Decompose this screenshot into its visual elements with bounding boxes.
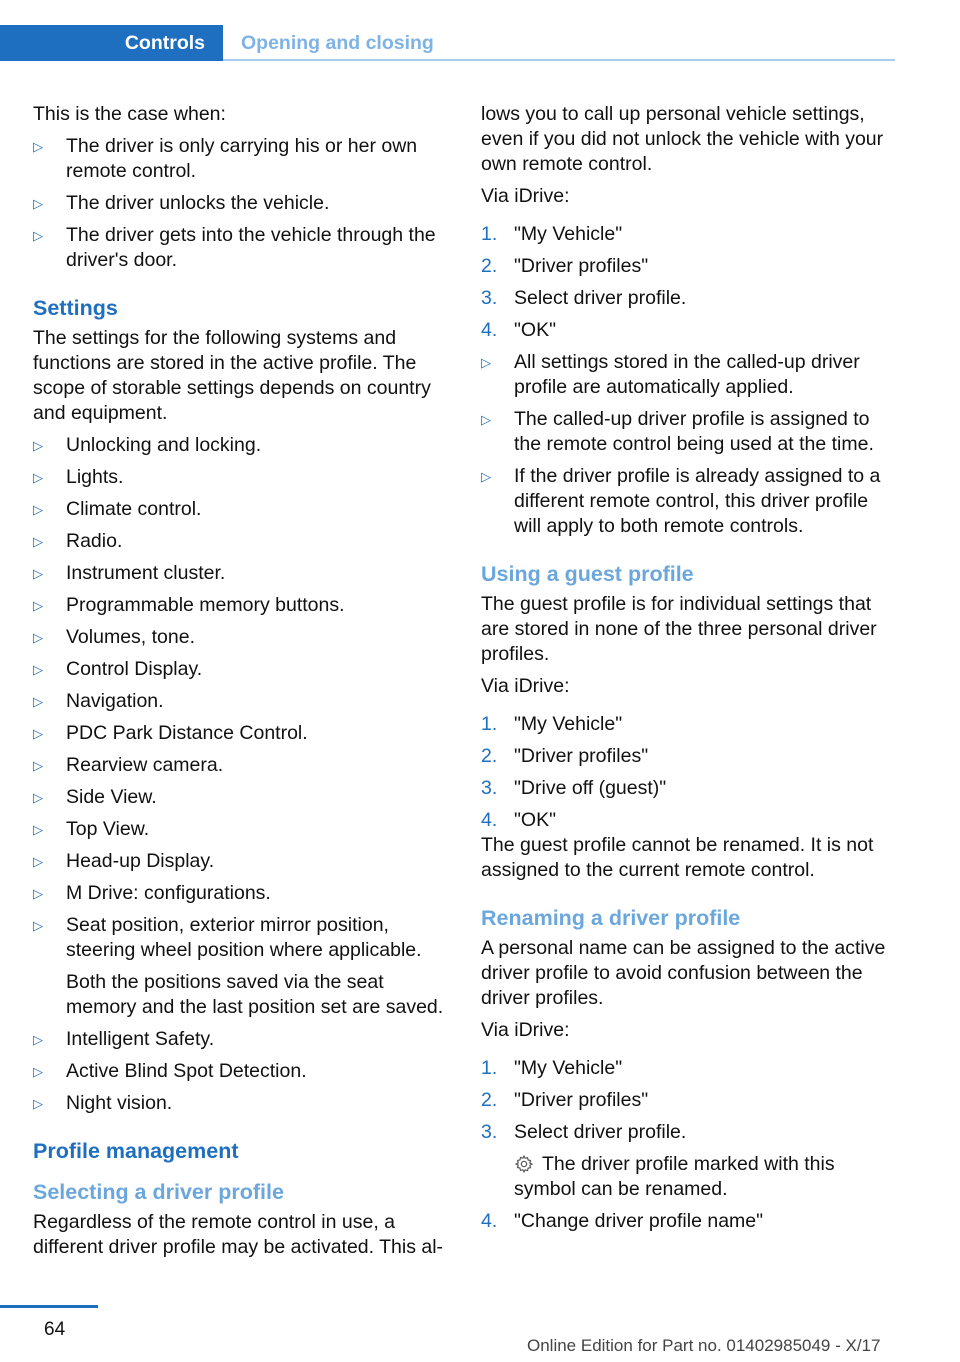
right-column — [481, 102, 896, 1241]
triangle-bullet-icon: ▷ — [33, 790, 43, 805]
triangle-bullet-icon: ▷ — [33, 758, 43, 773]
list-item: ▷ Programmable memory buttons. — [33, 594, 345, 616]
triangle-bullet-icon: ▷ — [33, 139, 43, 154]
list-item: ▷ Active Blind Spot Detection. — [33, 1060, 307, 1082]
list-item: 4. "OK" — [481, 809, 557, 831]
list-item: ▷ Lights. — [33, 466, 124, 488]
rename-profile-steps — [481, 1056, 896, 1234]
seat-memory-note: Both the positions saved via the seat memory and the last position set are saved. — [66, 971, 444, 1018]
triangle-bullet-icon: ▷ — [33, 918, 43, 933]
guest-profile-heading: Using a guest profile — [481, 562, 694, 586]
triangle-bullet-icon: ▷ — [33, 598, 43, 613]
list-item: 3. Select driver profile. — [481, 287, 687, 309]
settings-heading: Settings — [33, 296, 118, 320]
triangle-bullet-icon: ▷ — [33, 502, 43, 517]
list-item: 4. "OK" — [481, 319, 557, 341]
list-item: ▷ The driver unlocks the vehicle. — [33, 192, 330, 214]
page-number: 64 — [44, 1319, 66, 1340]
triangle-bullet-icon: ▷ — [481, 355, 491, 370]
triangle-bullet-icon: ▷ — [33, 1064, 43, 1079]
via-idrive-label: Via iDrive: — [481, 185, 570, 207]
list-item: 1. "My Vehicle" — [481, 1057, 623, 1079]
list-item: ▷ All settings stored in the called-up driver profile are automatically applied. — [481, 351, 860, 398]
list-item: 3. "Drive off (guest)" — [481, 777, 667, 799]
triangle-bullet-icon: ▷ — [33, 1032, 43, 1047]
list-item: 2. "Driver profiles" — [481, 1089, 649, 1111]
gear-symbol-note: The driver profile marked with this symbol can be renamed. — [514, 1153, 835, 1200]
left-column — [33, 102, 449, 1267]
list-item: 4. "Change driver profile name" — [481, 1210, 764, 1232]
guest-profile-paragraph: The guest profile is for individual settings that are stored in none of the three personal driver profiles. — [481, 593, 877, 665]
list-item: ▷ The driver is only carrying his or her own remote control. — [33, 135, 418, 182]
via-idrive-label: Via iDrive: — [481, 675, 570, 697]
list-item: ▷ Night vision. — [33, 1092, 173, 1114]
list-item: ▷ Intelligent Safety. — [33, 1028, 215, 1050]
selecting-paragraph: Regardless of the remote control in use, a different driver profile may be activated. This al- — [33, 1211, 444, 1258]
list-item: ▷ Radio. — [33, 530, 123, 552]
renaming-driver-profile-heading: Renaming a driver profile — [481, 906, 741, 930]
list-item: ▷ If the driver profile is already assigned to a different remote control, this driver profile will apply to both remote controls. — [481, 465, 881, 537]
intro-bullet-list — [33, 134, 449, 273]
guest-profile-note: The guest profile cannot be renamed. It is not assigned to the current remote control. — [481, 834, 874, 881]
triangle-bullet-icon: ▷ — [33, 534, 43, 549]
tab-controls: Controls — [0, 25, 223, 61]
list-item: ▷ PDC Park Distance Control. — [33, 722, 308, 744]
gear-icon — [514, 1154, 534, 1174]
triangle-bullet-icon: ▷ — [33, 1096, 43, 1111]
chapter-tabbar — [0, 25, 895, 61]
list-item: ▷ Head-up Display. — [33, 850, 215, 872]
list-item: ▷ The called-up driver profile is assigned to the remote control being used at the time. — [481, 408, 874, 455]
list-item: ▷ Instrument cluster. — [33, 562, 226, 584]
list-item: ▷ Rearview camera. — [33, 754, 224, 776]
select-profile-steps — [481, 222, 896, 343]
list-item: ▷ M Drive: configurations. — [33, 882, 271, 904]
profile-management-heading: Profile management — [33, 1139, 239, 1163]
footer-accent-line — [0, 1305, 98, 1308]
list-item: ▷ The driver gets into the vehicle through the driver's door. — [33, 224, 436, 271]
list-item: ▷ Seat position, exterior mirror position, steering wheel position where applicable. Both the positions saved via the seat memory and the last position set are saved. — [33, 913, 449, 1020]
via-idrive-label: Via iDrive: — [481, 1019, 570, 1041]
triangle-bullet-icon: ▷ — [33, 470, 43, 485]
renaming-paragraph: A personal name can be assigned to the active driver profile to avoid confusion between the driver profiles. — [481, 937, 886, 1009]
list-item: ▷ Side View. — [33, 786, 157, 808]
guest-profile-steps — [481, 712, 896, 833]
triangle-bullet-icon: ▷ — [33, 694, 43, 709]
selecting-driver-profile-heading: Selecting a driver profile — [33, 1180, 284, 1204]
triangle-bullet-icon: ▷ — [481, 469, 491, 484]
triangle-bullet-icon: ▷ — [33, 630, 43, 645]
triangle-bullet-icon: ▷ — [33, 566, 43, 581]
list-item: ▷ Top View. — [33, 818, 150, 840]
triangle-bullet-icon: ▷ — [33, 822, 43, 837]
triangle-bullet-icon: ▷ — [33, 854, 43, 869]
result-bullet-list — [481, 350, 896, 539]
triangle-bullet-icon: ▷ — [33, 662, 43, 677]
triangle-bullet-icon: ▷ — [33, 228, 43, 243]
list-item: 3. Select driver profile. The driver profile marked with this symbol can be renamed. — [481, 1120, 896, 1202]
list-item: 1. "My Vehicle" — [481, 713, 623, 735]
list-item: ▷ Climate control. — [33, 498, 202, 520]
list-item: ▷ Control Display. — [33, 658, 203, 680]
triangle-bullet-icon: ▷ — [33, 196, 43, 211]
triangle-bullet-icon: ▷ — [33, 438, 43, 453]
tab-underline — [223, 59, 895, 61]
triangle-bullet-icon: ▷ — [481, 412, 491, 427]
selecting-paragraph-continued: lows you to call up personal vehicle settings, even if you did not unlock the vehicle with your own remote control. — [481, 103, 884, 175]
tab-opening-and-closing: Opening and closing — [241, 31, 434, 54]
list-item: 2. "Driver profiles" — [481, 255, 649, 277]
triangle-bullet-icon: ▷ — [33, 726, 43, 741]
list-item: 2. "Driver profiles" — [481, 745, 649, 767]
intro-text: This is the case when: — [33, 103, 226, 125]
triangle-bullet-icon: ▷ — [33, 886, 43, 901]
list-item: ▷ Navigation. — [33, 690, 164, 712]
list-item: ▷ Volumes, tone. — [33, 626, 195, 648]
list-item: 1. "My Vehicle" — [481, 223, 623, 245]
settings-paragraph: The settings for the following systems and functions are stored in the active profile. The scope of storable settings depends on country and equipment. — [33, 327, 431, 424]
settings-bullet-list — [33, 433, 449, 1116]
list-item: ▷ Unlocking and locking. — [33, 434, 262, 456]
edition-footer: Online Edition for Part no. 01402985049 - X/17 — [527, 1336, 881, 1355]
